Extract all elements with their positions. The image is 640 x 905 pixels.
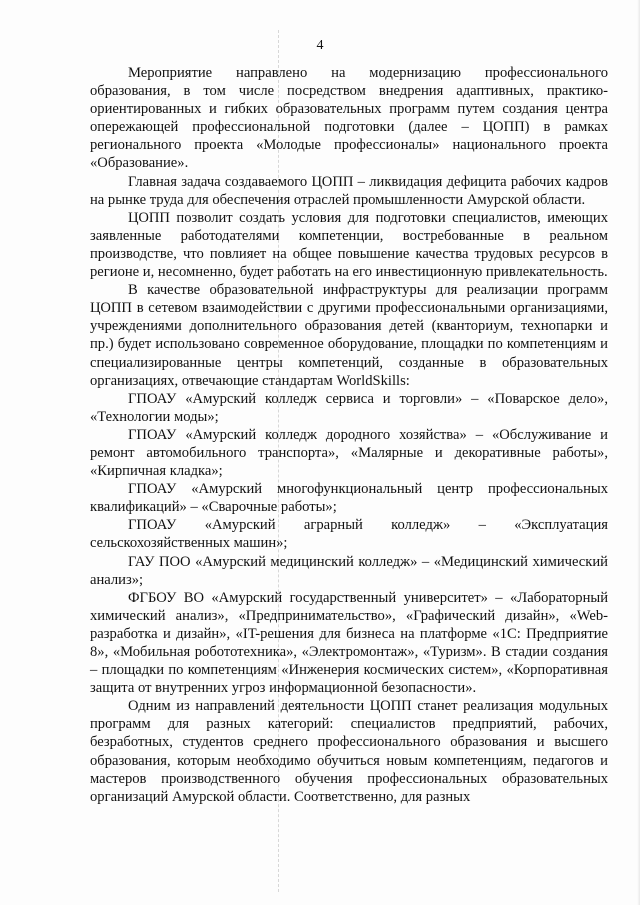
page-number: 4 xyxy=(316,38,324,53)
document-body xyxy=(90,64,608,806)
list-item: ГПОАУ «Амурский многофункциональный центр профессиональных квалификаций» – «Сварочные работы»; xyxy=(90,481,608,516)
list-item: ГПОАУ «Амурский аграрный колледж» – «Эксплуатация сельскохозяйственных машин»; xyxy=(90,517,608,552)
paragraph: ЦОПП позволит создать условия для подготовки специалистов, имеющих заявленные работодателями компетенции, востребованные в реальном производстве, что повлияет на общее повышение качества трудовых ресурсов в регионе и, несомненно, будет работать на его инвестиционную привлекательность. xyxy=(90,209,608,281)
paragraph: В качестве образовательной инфраструктуры для реализации программ ЦОПП в сетевом взаимодействии с другими профессиональными организациями, учреждениями дополнительного образования детей (кванториум, технопарки и пр.) будет использовано современное оборудование, площадки по компетенциям и специализированные центры компетенций, созданные в образовательных организациях, отвечающие стандартам WorldSkills: xyxy=(90,282,608,389)
list-item: ГПОАУ «Амурский колледж дородного хозяйства» – «Обслуживание и ремонт автомобильного транспорта», «Малярные и декоративные работы», «Кирпичная кладка»; xyxy=(90,426,608,480)
list-item: ФГБОУ ВО «Амурский государственный университет» – «Лабораторный химический анализ», «Предпринимательство», «Графический дизайн», «Web-разработка и дизайн», «IT-решения для бизнеса на платформе «1С: Предприятие 8», «Мобильная робототехника», «Электромонтаж», «Туризм». В стадии создания – площадки по компетенциям «Инженерия космических систем», «Корпоративная защита от внутренних угроз информационной безопасности». xyxy=(90,589,608,697)
list-item: ГАУ ПОО «Амурский медицинский колледж» – «Медицинский химический анализ»; xyxy=(90,553,608,588)
paragraph: Главная задача создаваемого ЦОПП – ликвидация дефицита рабочих кадров на рынке труда для обеспечения отраслей промышленности Амурской области. xyxy=(90,173,608,208)
paragraph: Одним из направлений деятельности ЦОПП станет реализация модульных программ для разных категорий: специалистов предприятий, рабочих, безработных, студентов среднего профессионального образования и высшего образования, которым необходимо обучиться новым компетенциям, педагогов и мастеров производственного обучения профессиональных образовательных организаций Амурской области. Соответственно, для разных xyxy=(90,698,608,805)
list-item: ГПОАУ «Амурский колледж сервиса и торговли» – «Поварское дело», «Технологии моды»; xyxy=(90,390,608,425)
paragraph: Мероприятие направлено на модернизацию профессионального образования, в том числе посредством внедрения адаптивных, практико-ориентированных и гибких образовательных программ путем создания центра опережающей профессиональной подготовки (далее – ЦОПП) в рамках регионального проекта «Молодые профессионалы» национального проекта «Образование». xyxy=(90,65,608,172)
